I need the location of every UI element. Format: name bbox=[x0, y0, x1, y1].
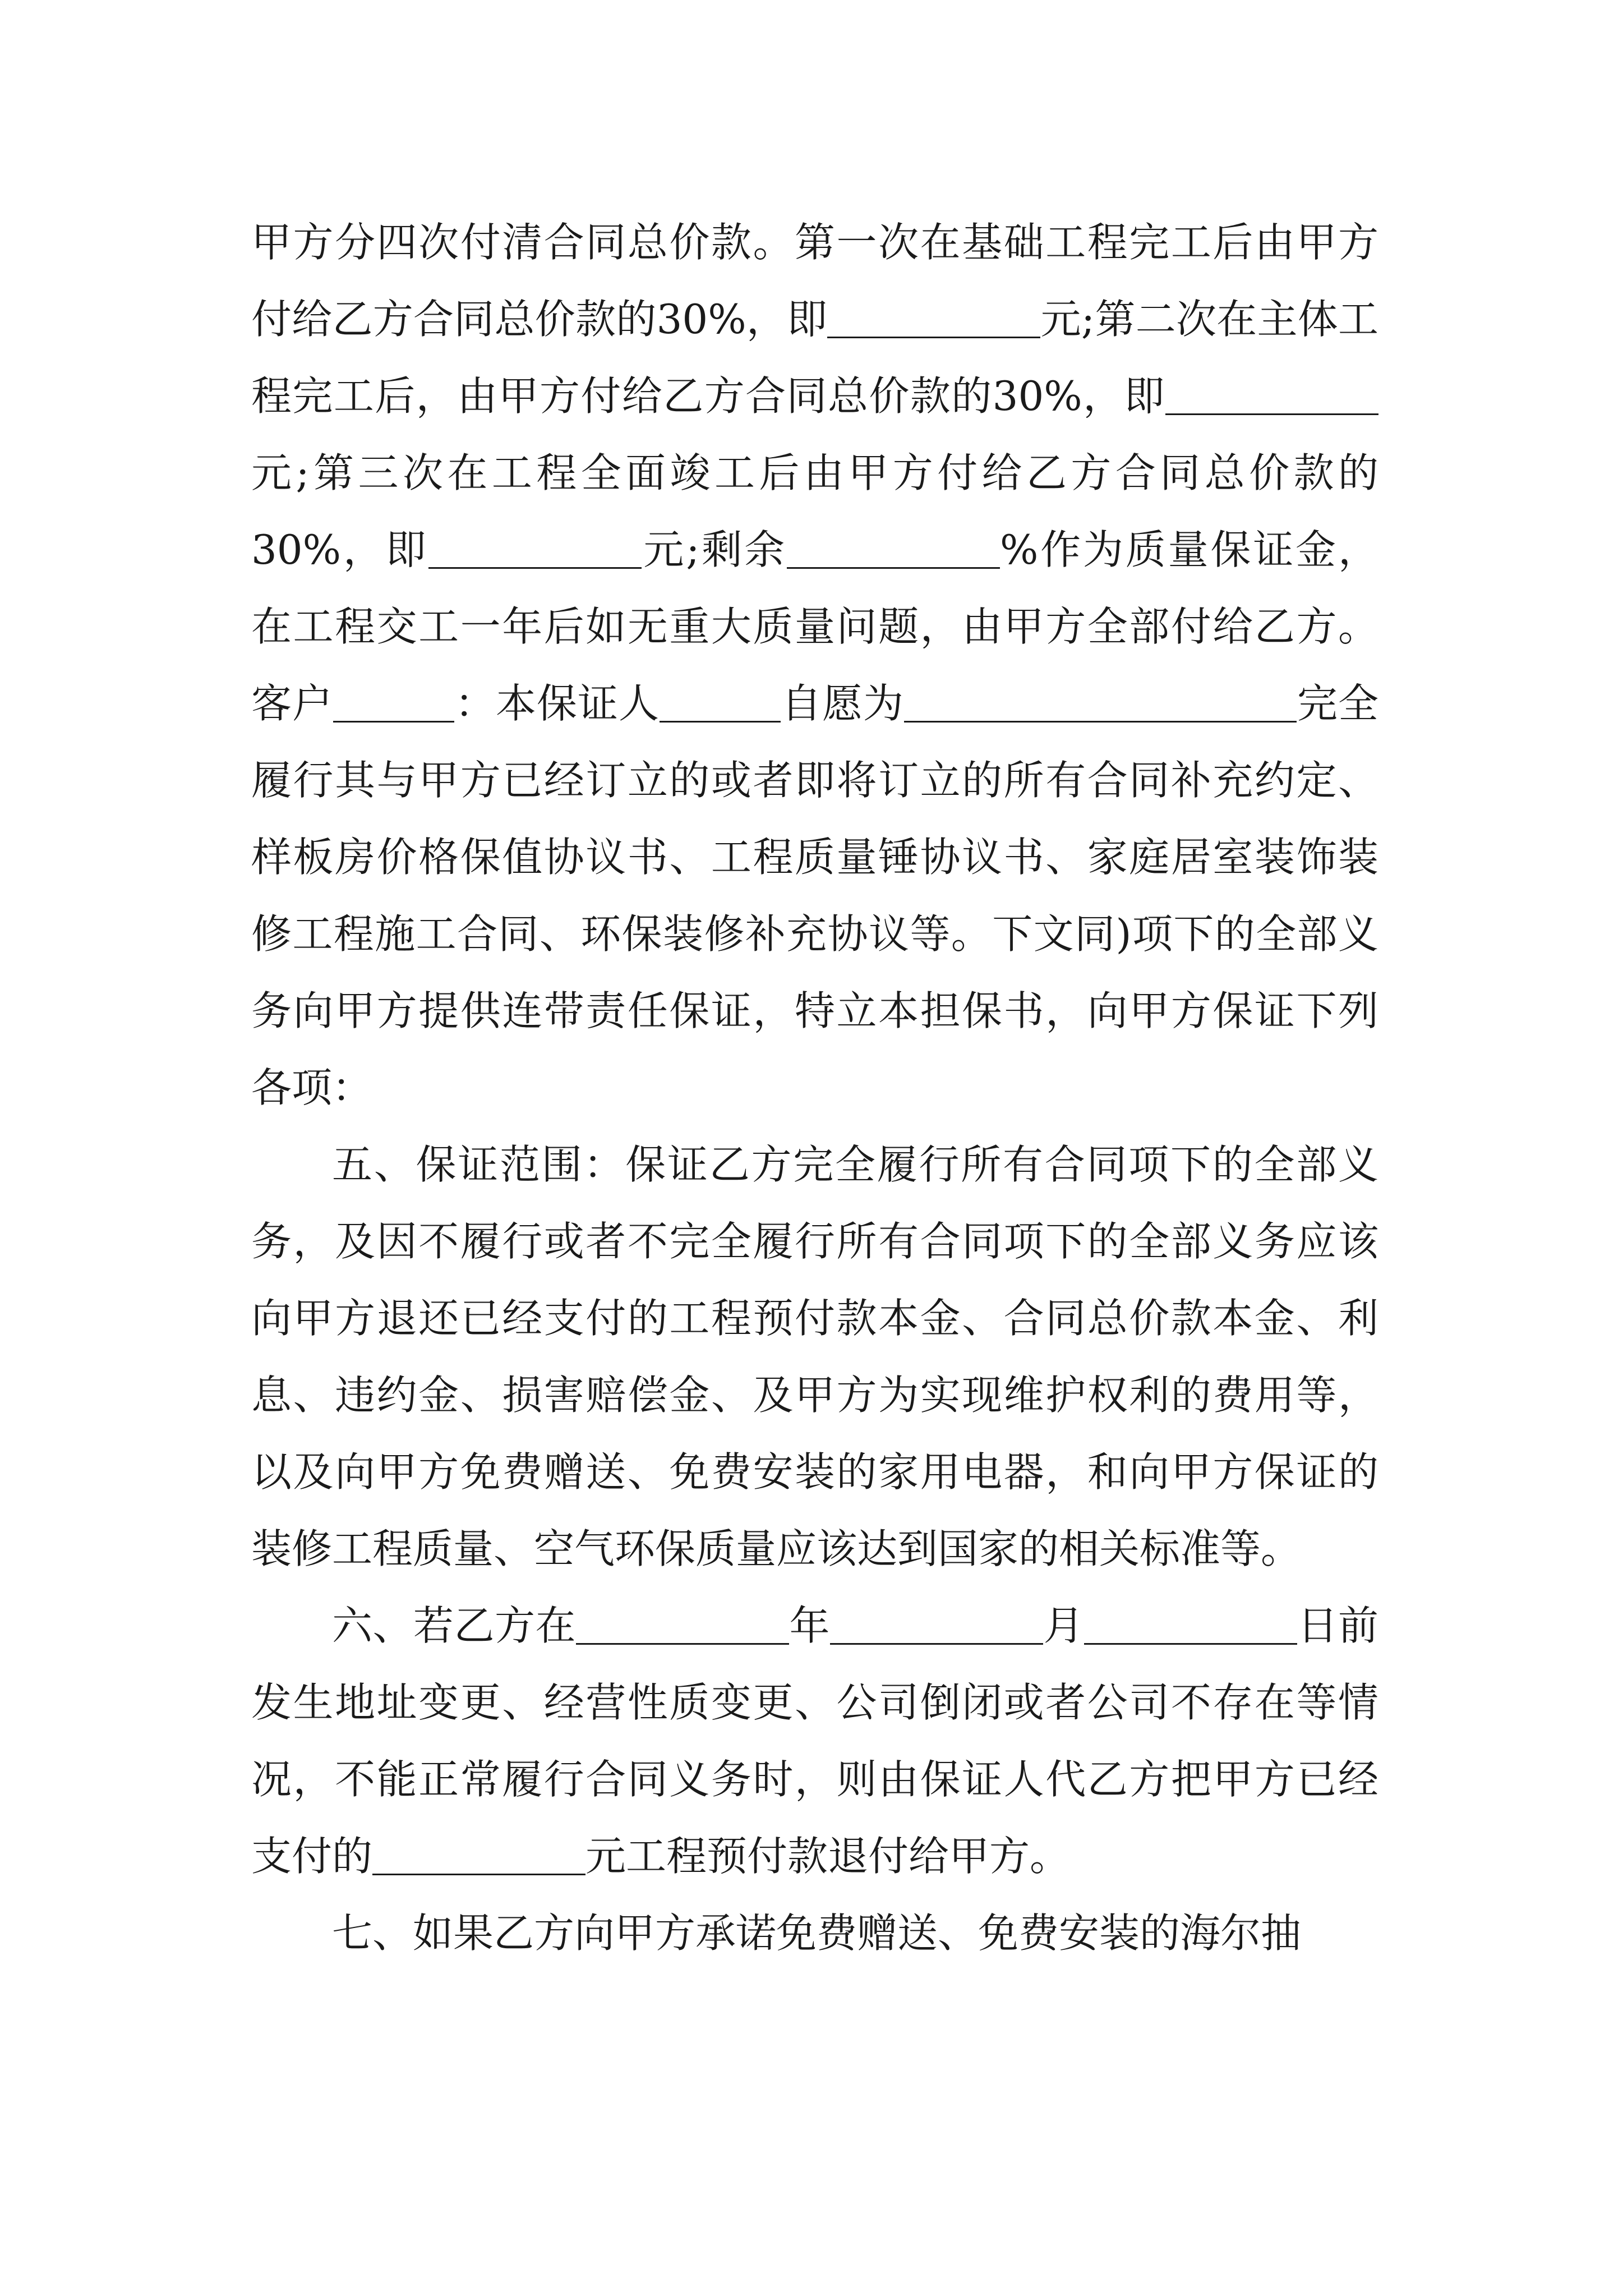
text-run: 月 bbox=[1043, 1602, 1084, 1649]
text-run: 元;第三次在工程全面竣工后由甲方付给乙方合同总价款的30%，即 bbox=[251, 449, 1378, 573]
fill-in-blank bbox=[787, 528, 1000, 568]
fill-in-blank bbox=[904, 682, 1297, 722]
text-run: 年 bbox=[789, 1602, 830, 1649]
text-run: 七、如果乙方向甲方承诺免费赠送、免费安装的海尔抽 bbox=[332, 1910, 1302, 1957]
text-run: 自愿为 bbox=[780, 680, 904, 727]
fill-in-blank bbox=[1084, 1604, 1297, 1644]
text-run: 日前发生地址变更、经营性质变更、公司倒闭或者公司不存在等情况，不能正常履行合同义务时，则由保证人代乙方把甲方已经支付的 bbox=[251, 1602, 1378, 1880]
text-run: 六、若乙方在 bbox=[332, 1602, 576, 1649]
text-run: ：本保证人 bbox=[454, 680, 660, 727]
paragraph bbox=[251, 1895, 1378, 1972]
fill-in-blank bbox=[428, 528, 642, 568]
document-body bbox=[251, 204, 1378, 1972]
fill-in-blank bbox=[827, 298, 1040, 338]
fill-in-blank bbox=[372, 1835, 585, 1875]
text-run: 五、保证范围：保证乙方完全履行所有合同项下的全部义务，及因不履行或者不完全履行所有合同项下的全部义务应该向甲方退还已经支付的工程预付款本金、合同总价款本金、利息、违约金、损害赔偿金、及甲方为实现维护权利的费用等，以及向甲方免费赠送、免费安装的家用电器，和向甲方保证的装修工程质量、空气环保质量应该达到国家的相关标准等。 bbox=[251, 1141, 1378, 1572]
fill-in-blank bbox=[660, 682, 781, 722]
text-run: 完全履行其与甲方已经订立的或者即将订立的所有合同补充约定、样板房价格保值协议书、工程质量锤协议书、家庭居室装饰装修工程施工合同、环保装修补充协议等。下文同)项下的全部义务向甲方提供连带责任保证，特立本担保书，向甲方保证下列各项： bbox=[251, 680, 1378, 1111]
text-run: 甲方分四次付清合同总价款。第一次在基础工程完工后由甲方付给乙方合同总价款的30%，即 bbox=[251, 219, 1378, 343]
fill-in-blank bbox=[830, 1604, 1043, 1644]
paragraph bbox=[251, 1126, 1378, 1588]
text-run: 元;第二次在主体工程完工后，由甲方付给乙方合同总价款的30%，即 bbox=[251, 296, 1378, 420]
paragraph bbox=[251, 1588, 1378, 1895]
fill-in-blank bbox=[1165, 375, 1378, 415]
fill-in-blank bbox=[576, 1604, 789, 1644]
text-run: 元工程预付款退付给甲方。 bbox=[585, 1833, 1071, 1880]
text-run: 元;剩余 bbox=[641, 526, 787, 573]
fill-in-blank bbox=[333, 682, 454, 722]
paragraph bbox=[251, 204, 1378, 1126]
text-run: %作为质量保证金，在工程交工一年后如无重大质量问题，由甲方全部付给乙方。客户 bbox=[251, 526, 1378, 727]
